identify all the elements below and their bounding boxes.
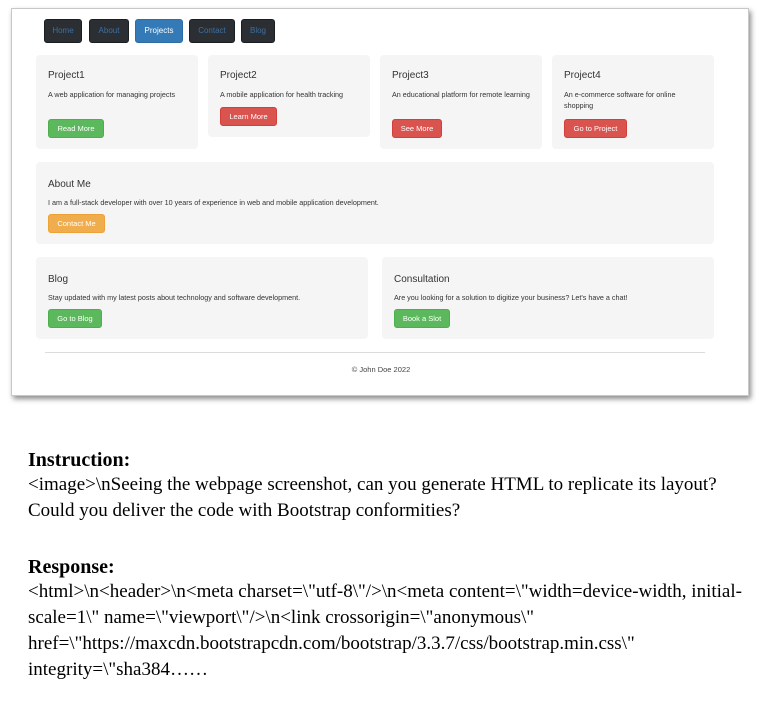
go-to-project-button[interactable]: Go to Project [564, 119, 627, 138]
nav-blog[interactable]: Blog [241, 19, 275, 43]
response-heading: Response: [28, 556, 115, 578]
project-card [552, 55, 714, 149]
go-to-blog-button[interactable]: Go to Blog [48, 309, 102, 328]
consultation-description: Are you looking for a solution to digitize your business? Let's have a chat! [394, 293, 628, 302]
instruction-block [28, 448, 748, 524]
project-description: An e-commerce software for online shopping [564, 90, 676, 110]
nav-contact[interactable]: Contact [189, 19, 235, 43]
nav-home[interactable]: Home [44, 19, 82, 43]
webpage-screenshot [11, 8, 749, 396]
read-more-button[interactable]: Read More [48, 119, 104, 138]
nav-about[interactable]: About [89, 19, 129, 43]
blog-description: Stay updated with my latest posts about technology and software development. [48, 293, 301, 302]
book-a-slot-button[interactable]: Book a Slot [394, 309, 450, 328]
instruction-text: <image>\nSeeing the webpage screenshot, can you generate HTML to replicate its layout? Could you deliver the code with Bootstrap conformities? [28, 474, 722, 521]
project-card [36, 55, 198, 149]
footer-copyright: © John Doe 2022 [351, 365, 411, 374]
consultation-card [382, 257, 714, 339]
instruction-heading: Instruction: [28, 449, 131, 471]
project-description: An educational platform for remote learning [392, 90, 530, 99]
project-title: Project3 [392, 70, 429, 81]
project-description: A web application for managing projects [48, 90, 176, 99]
project-title: Project4 [564, 70, 601, 81]
response-text: <html>\n<header>\n<meta charset=\"utf-8\"/>\n<meta content=\"width=device-width, initial-scale=1\" name=\"viewport\"/>\n<link crossorigin=\"anonymous\" href=\"https://maxcdn.bootstrapcdn.com/bootstrap/3.3.7/css/bootstrap.min.css\" integrity=\"sha384…… [28, 581, 742, 680]
see-more-button[interactable]: See More [392, 119, 442, 138]
project-description: A mobile application for health tracking [220, 90, 344, 99]
about-card [36, 162, 714, 244]
blog-title: Blog [48, 274, 69, 285]
about-description: I am a full-stack developer with over 10 years of experience in web and mobile application development. [48, 198, 379, 207]
project-card [380, 55, 542, 149]
project-card [208, 55, 370, 137]
nav-projects[interactable]: Projects [135, 19, 183, 43]
project-title: Project2 [220, 70, 257, 81]
learn-more-button[interactable]: Learn More [220, 107, 277, 126]
consultation-title: Consultation [394, 274, 450, 285]
project-title: Project1 [48, 70, 85, 81]
blog-card [36, 257, 368, 339]
contact-me-button[interactable]: Contact Me [48, 214, 105, 233]
footer-divider [45, 352, 705, 353]
about-title: About Me [48, 179, 91, 190]
response-block [28, 555, 748, 683]
